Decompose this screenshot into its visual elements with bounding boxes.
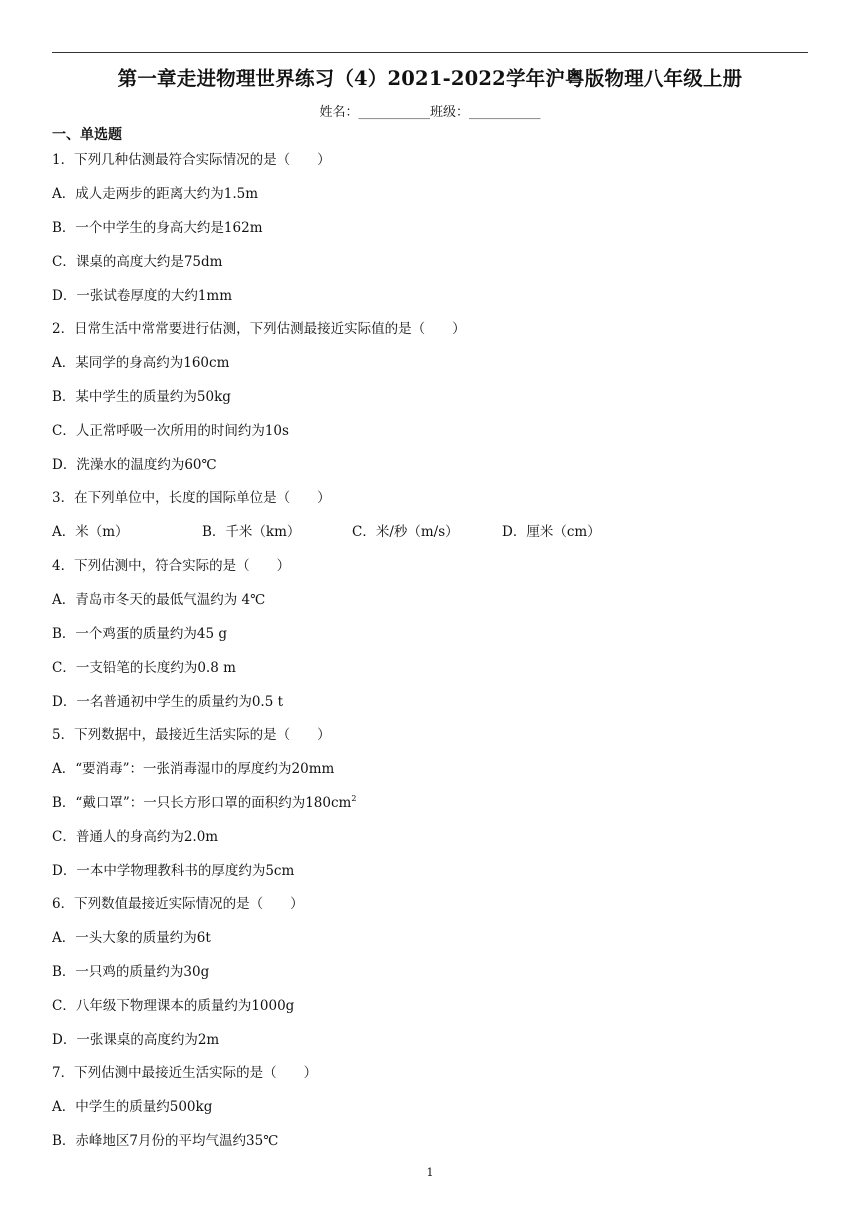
superscript: 2 — [351, 794, 357, 803]
answer-option: A．一头大象的质量约为6t — [52, 930, 211, 946]
answer-option: C．人正常呼吸一次所用的时间约为10s — [52, 423, 289, 439]
question-stem: 4．下列估测中，符合实际的是（ ） — [52, 558, 291, 574]
document-title: 第一章走进物理世界练习（4）2021-2022学年沪粤版物理八年级上册 — [117, 67, 743, 90]
question-stem: 6．下列数值最接近实际情况的是（ ） — [52, 896, 304, 912]
answer-option: B．赤峰地区7月份的平均气温约35℃ — [52, 1133, 279, 1149]
page-number: 1 — [426, 1166, 434, 1179]
answer-option: C．一支铅笔的长度约为0.8 m — [52, 660, 236, 676]
answer-option: A．米（m） — [52, 524, 129, 540]
answer-option: D．一本中学物理教科书的厚度约为5cm — [52, 863, 295, 879]
answer-option: B．一个鸡蛋的质量约为45 g — [52, 626, 228, 642]
answer-option: D．厘米（cm） — [502, 524, 601, 540]
answer-option: B．一只鸡的质量约为30g — [52, 964, 210, 980]
answer-option: B．一个中学生的身高大约是162m — [52, 220, 263, 236]
answer-option: D．一张课桌的高度约为2m — [52, 1032, 220, 1048]
answer-option: B．“戴口罩”：一只长方形口罩的面积约为180cm — [52, 795, 352, 811]
question-stem: 1．下列几种估测最符合实际情况的是（ ） — [52, 152, 331, 168]
top-rule — [52, 52, 808, 53]
name-class-line: 姓名：___________班级：___________ — [319, 105, 541, 120]
answer-option: B．某中学生的质量约为50kg — [52, 389, 231, 405]
answer-option: A．“要消毒”：一张消毒湿巾的厚度约为20mm — [52, 761, 335, 777]
answer-option: B．千米（km） — [202, 524, 301, 540]
answer-option: A．某同学的身高约为160cm — [52, 355, 230, 371]
answer-option: A．成人走两步的距离大约为1.5m — [52, 186, 259, 202]
answer-option: D．洗澡水的温度约为60℃ — [52, 457, 217, 473]
question-stem: 2．日常生活中常常要进行估测，下列估测最接近实际值的是（ ） — [52, 321, 466, 337]
answer-option: C．普通人的身高约为2.0m — [52, 829, 219, 845]
answer-option: D．一张试卷厚度的大约1mm — [52, 288, 233, 304]
answer-option: C．课桌的高度大约是75dm — [52, 254, 223, 270]
question-stem: 3．在下列单位中，长度的国际单位是（ ） — [52, 490, 331, 506]
answer-option: C．八年级下物理课本的质量约为1000g — [52, 998, 295, 1014]
answer-option: C．米/秒（m/s） — [352, 524, 459, 540]
answer-option: A．青岛市冬天的最低气温约为 4℃ — [52, 592, 266, 608]
question-stem: 5．下列数据中，最接近生活实际的是（ ） — [52, 727, 331, 743]
section-heading: 一、单选题 — [52, 127, 122, 143]
answer-option-with-superscript — [52, 794, 356, 812]
answer-option: A．中学生的质量约500kg — [52, 1099, 213, 1115]
question-stem: 7．下列估测中最接近生活实际的是（ ） — [52, 1065, 318, 1081]
answer-option: D．一名普通初中学生的质量约为0.5 t — [52, 694, 284, 710]
